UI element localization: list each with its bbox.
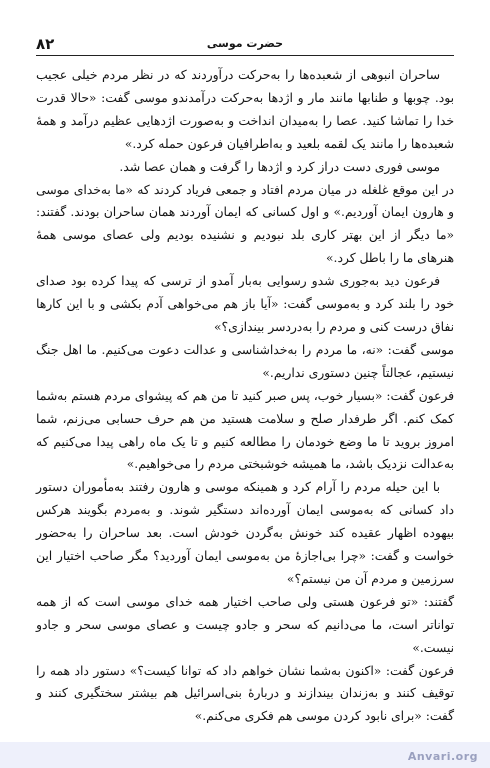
paragraph: موسی فوری دست دراز کرد و اژدها را گرفت و همان عصا شد. xyxy=(119,159,440,174)
page-header xyxy=(36,35,454,55)
paragraph: فرعون دید به‌جوری شدو رسوایی به‌بار آمدو از ترسی که پیدا کرده بود صدای خود را بلند کرد و به‌موسی گفت: «آیا باز هم می‌خواهی آدم بکشی و با این کارها نفاق درست کنی و مردم را به‌دردسر بیندازی؟» xyxy=(36,274,454,334)
header-rule xyxy=(36,55,454,56)
running-title: حضرت موسی xyxy=(206,37,284,50)
page-number: ۸۲ xyxy=(36,35,55,53)
paragraph: ساحران انبوهی از شعبده‌ها را به‌حرکت درآوردند که در نظر مردم خیلی عجیب بود. چوبها و طنابها مانند مار و اژدها به‌حرکت درآمدندو موسی گفت: «حالا قدرت خدا را تماشا کنید. عصا را به‌میدان انداخت و به‌صورت اژدهایی عظیم درآمد و همهٔ شعبده‌ها را مانند یک لقمه بلعید و به‌اطرافیان فرعون حمله کرد.» xyxy=(36,68,454,151)
body-text xyxy=(36,64,454,724)
watermark: Anvari.org xyxy=(407,750,478,763)
paragraph: گفتند: «تو فرعون هستی ولی صاحب اختیار همه خدای موسی است که از همه تواناتر است، ما می‌دانیم که سحر و جادو چیست و عصای موسی سحر و جادو نیست.» xyxy=(36,594,454,655)
paragraph: موسی گفت: «نه، ما مردم را به‌خداشناسی و عدالت دعوت می‌کنیم. ما اهل جنگ نیستیم، عجالتاً چنین دستوری نداریم.» xyxy=(36,342,454,380)
paragraph: با این حیله مردم را آرام کرد و همینکه موسی و هارون رفتند به‌مأموران دستور داد کسانی که به‌موسی ایمان آورده‌اند دستگیر شوند. و به‌مردم بگویند هرکس بیهوده اظهار عقیده کند خونش به‌گردن خودش است. بعد ساحران را به‌حضور خواست و گفت: «چرا بی‌اجازهٔ من به‌موسی ایمان آوردید؟ مگر صاحب اختیار این سرزمین و مردم آن من نیستم؟» xyxy=(36,480,454,586)
paragraph: فرعون گفت: «بسیار خوب، پس صبر کنید تا من هم که پیشوای مردم هستم به‌شما کمک کنم. اگر طرفدار صلح و سلامت هستید من هم حرف حسابی می‌زنم، شما امروز بروید تا ما وضع خودمان را مطالعه کنیم و تا یک ماه راهی پیدا می‌کنیم که به‌عدالت نزدیک باشد، ما همیشه خوشبختی مردم را می‌خواهیم.» xyxy=(36,388,454,472)
footer-strip xyxy=(0,742,490,768)
paragraph: در این موقع غلغله در میان مردم افتاد و جمعی فریاد کردند که «ما به‌خدای موسی و هارون ایمان آوردیم.» و اول کسانی که ایمان آوردند همان ساحران بودند. گفتند: «ما دیگر از این بهتر کاری بلد نبودیم و نشنیده بودیم ولی عصای موسی همهٔ هنرهای ما را باطل کرد.» xyxy=(36,182,454,266)
paragraph: فرعون گفت: «اکنون به‌شما نشان خواهم داد که توانا کیست؟» دستور داد همه را توقیف کنند و به‌زندان بیندازند و دربارهٔ بنی‌اسرائیل هم بیشتر سختگیری کنند و گفت: «برای نابود کردن موسی هم فکری می‌کنم.» xyxy=(36,663,454,724)
